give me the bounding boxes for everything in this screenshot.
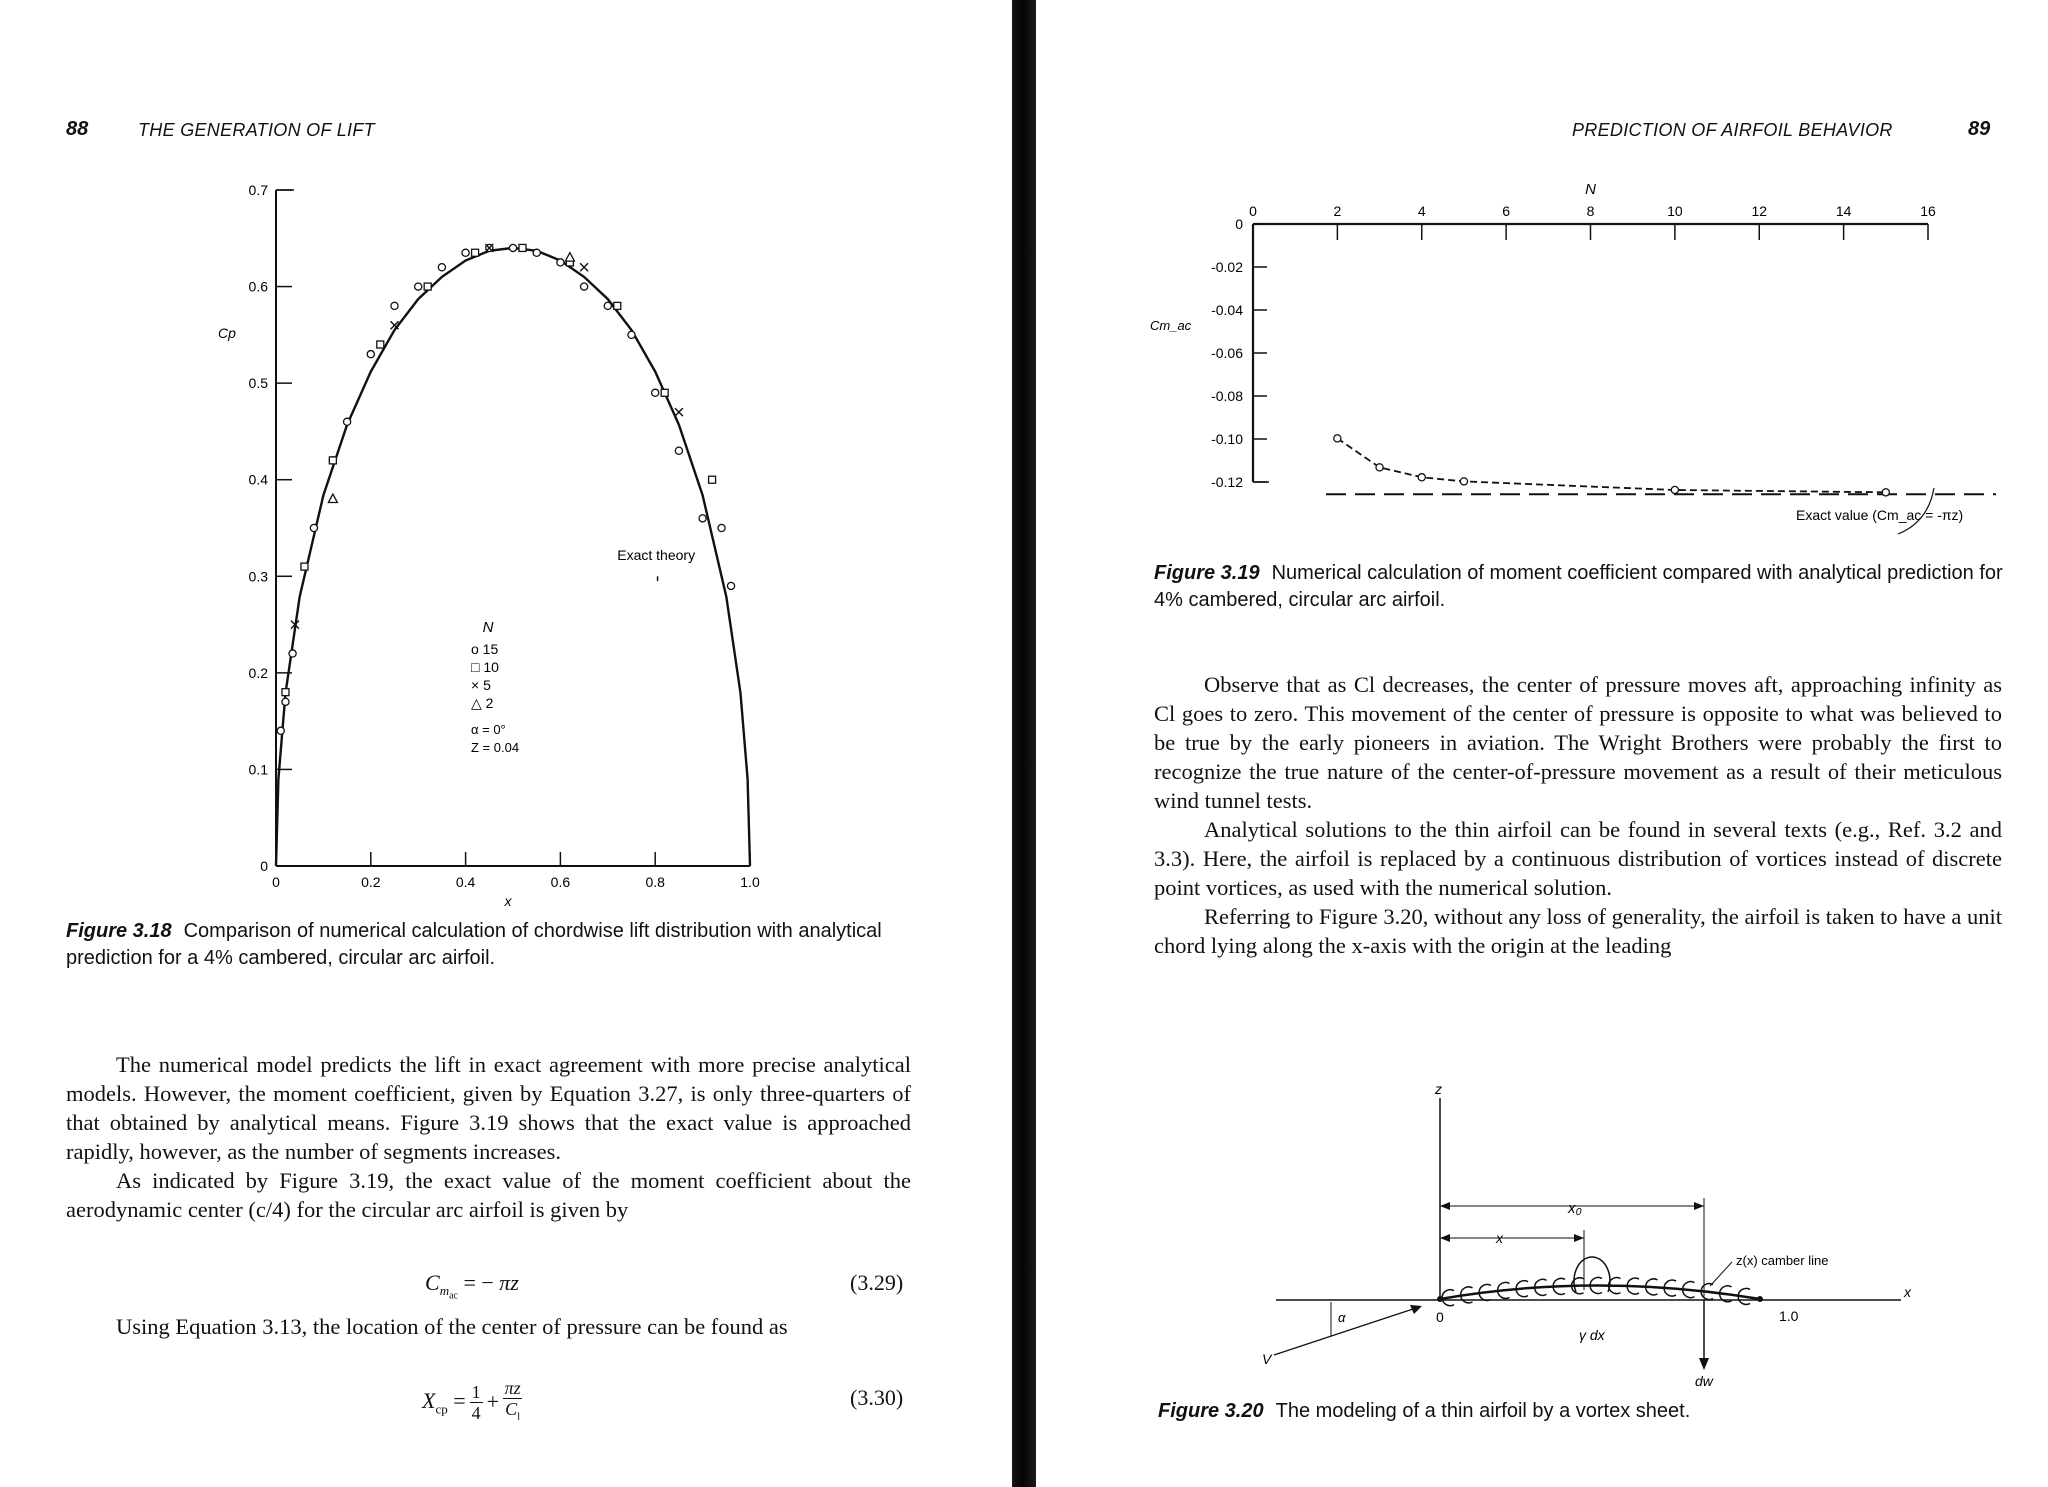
equation-number: (3.30) (850, 1385, 904, 1410)
x-tick-label: 12 (1751, 203, 1768, 219)
camber-line-label: z(x) camber line (1736, 1253, 1829, 1268)
y-tick-label: -0.12 (1211, 474, 1243, 490)
data-point (727, 582, 734, 589)
y-tick-label: -0.10 (1211, 431, 1243, 447)
origin-label: 0 (1436, 1309, 1444, 1325)
data-point (438, 264, 445, 271)
y-tick-label: 0.6 (248, 278, 268, 295)
data-point (533, 249, 540, 256)
data-point (1460, 478, 1467, 485)
caption-label: Figure 3.18 (66, 920, 172, 942)
caption-text: Comparison of numerical calculation of chordwise lift distribution with analytical prediction for a 4% cambered, circular arc airfoil. (66, 920, 882, 969)
caption-label: Figure 3.19 (1154, 562, 1260, 584)
running-head: THE GENERATION OF LIFT (138, 120, 375, 140)
y-tick-label: 0.2 (248, 664, 268, 681)
x-tick-label: 0.4 (455, 874, 476, 890)
paragraph: As indicated by Figure 3.19, the exact value of the moment coefficient about the aerodynamic center (c/4) for the circular arc airfoil is given by (66, 1168, 911, 1222)
x-tick-label: 4 (1417, 203, 1426, 219)
y-tick-label: -0.06 (1211, 345, 1243, 361)
x0-label: x₀ (1568, 1200, 1582, 1217)
x-tick-label: 10 (1667, 203, 1683, 219)
data-point (377, 341, 384, 348)
data-point (344, 418, 351, 425)
figure-3-18-caption (66, 918, 926, 972)
x-tick-label: 16 (1920, 203, 1936, 219)
gamma-label: γ dx (1579, 1327, 1605, 1343)
data-point (1418, 474, 1425, 481)
chord-end-label: 1.0 (1779, 1308, 1799, 1324)
data-point (1334, 435, 1341, 442)
series-numerical (1334, 435, 1890, 496)
equation-3-29: $C_{m_{ac}}$ = − πz (425, 1270, 519, 1302)
exact-theory-label: Exact theory (617, 546, 696, 563)
x-label: x (1496, 1230, 1503, 1246)
right-page (1036, 0, 2048, 1487)
data-point (328, 494, 337, 503)
data-point (391, 302, 398, 309)
data-point (614, 302, 621, 309)
x-axis-label: x (1904, 1284, 1911, 1300)
equation-number: (3.29) (850, 1270, 904, 1295)
paragraph: The numerical model predicts the lift in exact agreement with more precise analytical models. However, the moment coefficient, given by Equation 3.27, is only three-quarters of that obtained by analytical means. Figure 3.19 shows that the exact value is approached rapidly, however, as the number of segments increases. (66, 1052, 911, 1164)
data-point (462, 249, 469, 256)
series-10 (282, 244, 716, 695)
body-text (66, 1312, 911, 1341)
y-tick-label: 0 (1235, 216, 1243, 232)
data-point (1376, 464, 1383, 471)
series-2 (328, 253, 574, 503)
y-tick-label: -0.08 (1211, 388, 1243, 404)
data-point (1882, 489, 1889, 496)
y-tick-label: 0.7 (248, 182, 268, 198)
data-point (1671, 486, 1678, 493)
paragraph: Referring to Figure 3.20, without any loss of generality, the airfoil is taken to have a unit chord lying along the x-axis with the origin at the leading (1154, 904, 2002, 958)
paragraph: Observe that as Cl decreases, the center of pressure moves aft, approaching infinity as Cl goes to zero. This movement of the center of pressure is opposite to what was believed to be true by the early pioneers in aviation. The Wright Brothers were probably the first to recognize the true nature of the center-of-pressure movement as a result of their meticulous wind tunnel tests. (1154, 672, 2002, 813)
y-axis-label: Cm_ac (1150, 318, 1192, 333)
dw-label: dw (1695, 1373, 1713, 1389)
figure-3-20-caption (1158, 1398, 1958, 1425)
data-point (472, 249, 479, 256)
paragraph: Analytical solutions to the thin airfoil can be found in several texts (e.g., Ref. 3.2 and 3.3). Here, the airfoil is replaced by a continuous distribution of vortices instead of discrete point vortices, as used with the numerical solution. (1154, 817, 2002, 900)
data-point (367, 351, 374, 358)
data-point (415, 283, 422, 290)
data-point (310, 524, 317, 531)
x-tick-label: 0 (272, 874, 280, 890)
data-point (699, 515, 706, 522)
legend-entry: × 5 (471, 677, 491, 693)
page-number: 89 (1968, 118, 1991, 140)
equation-3-30: $X_{cp}$ = $\frac{1}{4}$ + $\frac{\pi z}{C_l}$ (422, 1378, 522, 1427)
legend-entry: □ 10 (471, 659, 499, 675)
velocity-label: V (1262, 1351, 1272, 1367)
trailing-edge-point (1757, 1296, 1763, 1302)
legend-param: α = 0° (471, 722, 506, 737)
data-point (289, 650, 296, 657)
y-tick-label: 0 (260, 858, 268, 874)
data-point (652, 389, 659, 396)
data-point (565, 253, 574, 262)
legend-entry: o 15 (471, 641, 499, 657)
data-point (718, 524, 725, 531)
legend-entry: △ 2 (471, 695, 494, 711)
body-text (1154, 670, 2002, 960)
x-tick-label: 2 (1333, 203, 1342, 219)
caption-text: Numerical calculation of moment coefficient compared with analytical prediction for 4% cambered, circular arc airfoil. (1154, 562, 2003, 611)
legend-title: N (482, 619, 494, 636)
y-tick-label: 0.5 (248, 375, 268, 392)
data-point (509, 244, 516, 251)
data-point (282, 698, 289, 705)
data-point (424, 283, 431, 290)
body-text (66, 1050, 911, 1224)
data-point (604, 302, 611, 309)
data-point (329, 457, 336, 464)
data-point (282, 689, 289, 696)
series-15 (277, 244, 735, 734)
data-point (628, 331, 635, 338)
x-tick-label: 0.6 (550, 874, 571, 890)
legend-param: Z = 0.04 (471, 740, 520, 755)
z-axis-label: z (1435, 1081, 1442, 1097)
running-head: PREDICTION OF AIRFOIL BEHAVIOR (1572, 120, 1893, 140)
caption-text: The modeling of a thin airfoil by a vortex sheet. (1275, 1400, 1691, 1422)
x-axis-label: N (1585, 181, 1596, 198)
x-tick-label: 8 (1586, 203, 1595, 219)
data-point (519, 244, 526, 251)
y-tick-label: -0.02 (1211, 259, 1243, 275)
caption-label: Figure 3.20 (1158, 1400, 1264, 1422)
x-tick-label: 14 (1835, 203, 1852, 219)
x-tick-label: 0 (1249, 203, 1257, 219)
y-tick-label: 0.1 (248, 761, 268, 778)
data-point (557, 259, 564, 266)
y-tick-label: 0.3 (248, 568, 268, 585)
y-tick-label: -0.04 (1211, 302, 1243, 318)
data-point (581, 283, 588, 290)
figure-3-18-chart (0, 0, 1000, 920)
y-tick-label: 0.4 (248, 471, 268, 488)
data-point (661, 389, 668, 396)
left-page (0, 0, 1012, 1487)
data-point (580, 263, 588, 271)
x-tick-label: 1.0 (740, 874, 760, 890)
paragraph: Using Equation 3.13, the location of the center of pressure can be found as (116, 1314, 788, 1339)
x-tick-label: 0.2 (361, 874, 381, 890)
camber-line (1440, 1286, 1760, 1300)
alpha-label: α (1338, 1310, 1346, 1325)
data-point (675, 408, 683, 416)
x-axis-label: x (504, 893, 512, 909)
x-tick-label: 6 (1502, 203, 1511, 219)
data-point (675, 447, 682, 454)
data-point (301, 563, 308, 570)
y-axis-label: Cp (218, 325, 236, 341)
figure-3-20-diagram (1036, 1080, 2048, 1400)
series-5 (291, 244, 683, 629)
leading-edge-point (1437, 1296, 1443, 1302)
data-point (277, 727, 284, 734)
data-point (709, 476, 716, 483)
exact-value-label: Exact value (Cm_ac = -πz) (1796, 507, 1964, 523)
page-number: 88 (66, 118, 89, 140)
numerical-curve (1337, 438, 1885, 492)
x-tick-label: 0.8 (645, 874, 665, 890)
figure-3-19-chart (1036, 0, 2048, 560)
figure-3-19-caption (1154, 560, 2004, 614)
